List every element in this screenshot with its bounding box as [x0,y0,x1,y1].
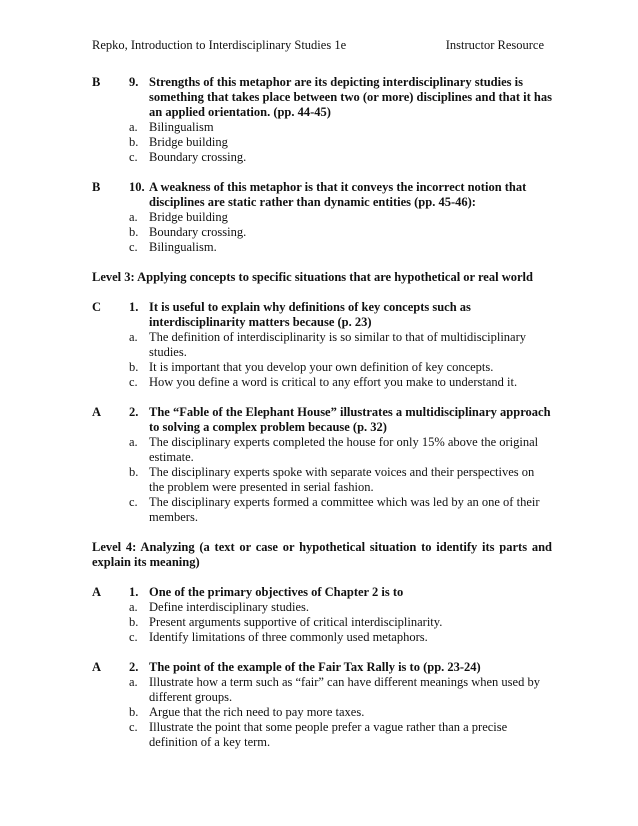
option-letter: b. [129,615,139,629]
option-letter: c. [129,375,138,389]
option-list [129,330,552,390]
answer-key: C [92,300,102,314]
question-number: 9. [129,75,139,89]
option-text: Boundary crossing. [149,150,247,164]
option-list [129,435,552,525]
question-stem [129,660,552,675]
question-stem [129,180,552,210]
answer-key: A [92,585,102,599]
option-letter: a. [129,210,138,224]
option-item [129,225,552,240]
question-text: A weakness of this metaphor is that it conveys the incorrect notion that disciplines are static rather than dynamic entities (pp. 45-46): [149,180,527,209]
option-item [129,675,552,705]
option-item [129,600,552,615]
option-item [129,375,552,390]
question-item [92,585,552,645]
header-resource-label: Instructor Resource [445,38,544,52]
option-text: Bilingualism. [149,240,217,254]
option-item [129,630,552,645]
option-letter: b. [129,705,139,719]
question-text: The point of the example of the Fair Tax Rally is to (pp. 23-24) [149,660,481,674]
option-item [129,495,552,525]
question-stem [129,300,552,330]
option-item [129,210,552,225]
question-stem [129,75,552,120]
header-title: Repko, Introduction to Interdisciplinary Studies 1e [92,38,347,52]
option-letter: b. [129,135,139,149]
option-item [129,435,552,465]
question-number: 1. [129,300,139,314]
option-text: Boundary crossing. [149,225,247,239]
option-letter: c. [129,240,138,254]
option-list [129,675,552,750]
option-text: The disciplinary experts spoke with separate voices and their perspectives on the problem were presented in serial fashion. [149,465,535,494]
option-item [129,465,552,495]
option-item [129,615,552,630]
option-item [129,150,552,165]
option-text: The definition of interdisciplinarity is so similar to that of multidisciplinary studies. [149,330,527,359]
option-text: Bilingualism [149,120,214,134]
option-text: The disciplinary experts formed a committee which was led by an one of their members. [149,495,540,524]
option-text: Illustrate the point that some people prefer a vague rather than a precise definition of a key term. [149,720,508,749]
option-item [129,705,552,720]
option-letter: c. [129,630,138,644]
answer-key: B [92,180,101,194]
option-letter: a. [129,675,138,689]
option-text: Define interdisciplinary studies. [149,600,310,614]
question-item [92,405,552,525]
document-body [92,75,552,765]
option-text: Illustrate how a term such as “fair” can have different meanings when used by different groups. [149,675,540,704]
answer-key: A [92,660,102,674]
option-text: Bridge building [149,135,228,149]
question-text: One of the primary objectives of Chapter 2 is to [149,585,404,599]
option-item [129,120,552,135]
question-stem [129,405,552,435]
question-number: 1. [129,585,139,599]
option-text: Bridge building [149,210,228,224]
option-item [129,135,552,150]
option-letter: a. [129,600,138,614]
option-letter: a. [129,330,138,344]
answer-key: B [92,75,101,89]
option-list [129,210,552,255]
option-item [129,330,552,360]
question-number: 2. [129,405,139,419]
option-letter: c. [129,495,138,509]
option-list [129,120,552,165]
option-letter: b. [129,360,139,374]
level-4-heading: Level 4: Analyzing (a text or case or hypothetical situation to identify its parts and explain its meaning) [92,540,552,569]
option-item [129,240,552,255]
question-item [92,660,552,750]
question-item [92,180,552,255]
option-text: Argue that the rich need to pay more taxes. [149,705,365,719]
option-letter: c. [129,150,138,164]
option-text: The disciplinary experts completed the house for only 15% above the original estimate. [149,435,539,464]
option-letter: b. [129,225,139,239]
option-text: Present arguments supportive of critical interdisciplinarity. [149,615,443,629]
option-letter: b. [129,465,139,479]
answer-key: A [92,405,102,419]
option-item [129,360,552,375]
option-text: It is important that you develop your own definition of key concepts. [149,360,494,374]
question-text: Strengths of this metaphor are its depicting interdisciplinary studies is something that takes place between two (or more) disciplines and that it has an applied orientation. (pp. 44-45) [149,75,553,119]
option-item [129,720,552,750]
question-number: 10. [129,180,145,194]
level-3-heading: Level 3: Applying concepts to specific situations that are hypothetical or real world [92,270,533,284]
question-item [92,300,552,390]
option-letter: a. [129,435,138,449]
question-text: It is useful to explain why definitions of key concepts such as interdisciplinarity matters because (p. 23) [149,300,471,329]
question-stem [129,585,552,600]
option-letter: a. [129,120,138,134]
option-letter: c. [129,720,138,734]
question-item [92,75,552,165]
option-list [129,600,552,645]
option-text: Identify limitations of three commonly used metaphors. [149,630,428,644]
question-number: 2. [129,660,139,674]
option-text: How you define a word is critical to any effort you make to understand it. [149,375,518,389]
question-text: The “Fable of the Elephant House” illustrates a multidisciplinary approach to solving a complex problem because (p. 32) [149,405,551,434]
